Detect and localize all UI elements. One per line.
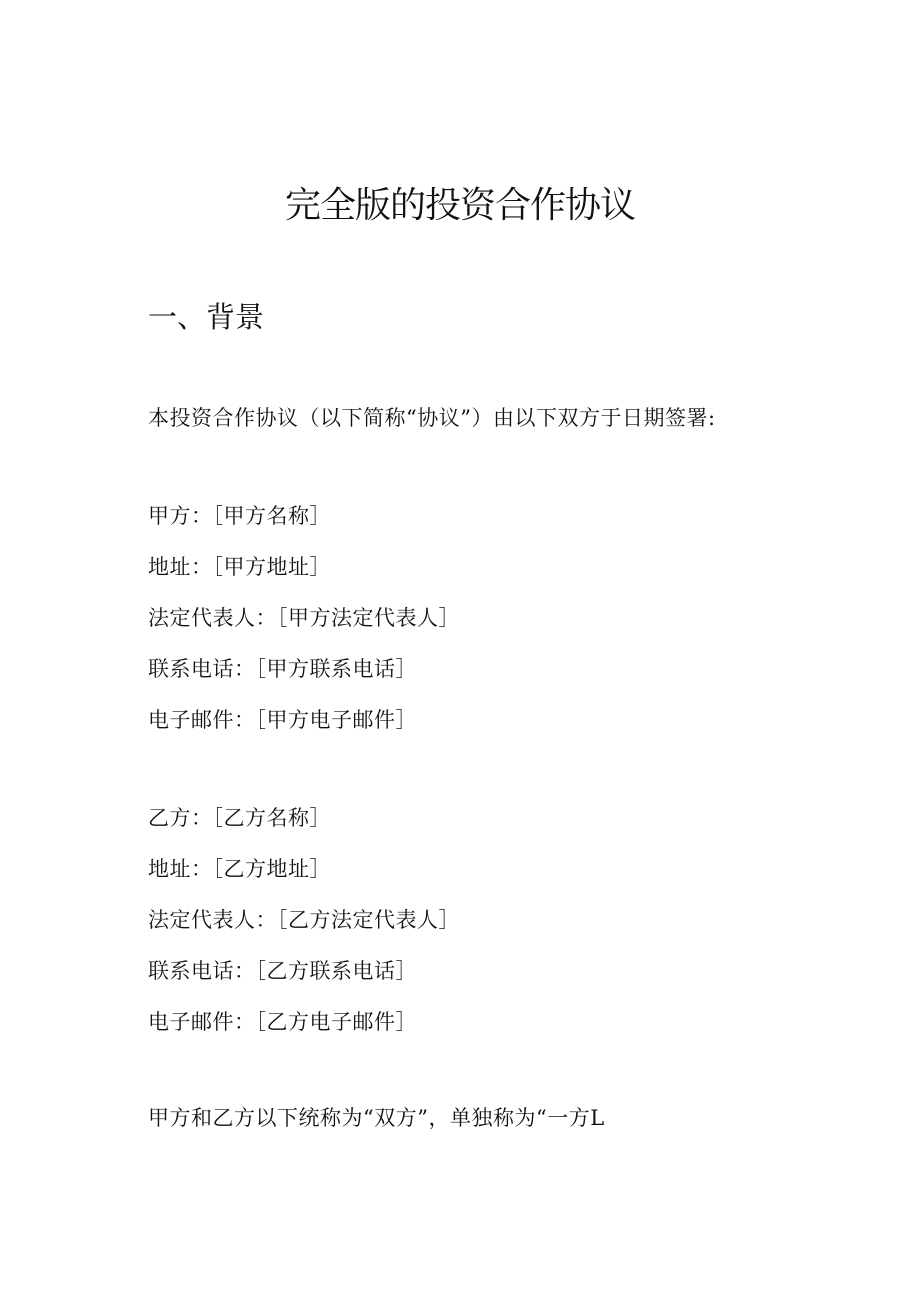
intro-paragraph: 本投资合作协议（以下简称“协议”）由以下双方于日期签署: [148, 406, 716, 430]
party-b-address: 地址：［乙方地址］ [148, 857, 331, 881]
party-a-phone: 联系电话：［甲方联系电话］ [148, 657, 417, 681]
party-b-legal-rep: 法定代表人：［乙方法定代表人］ [148, 908, 460, 932]
section-heading-background: 一、背景 [148, 300, 265, 334]
party-a-name: 甲方：［甲方名称］ [148, 504, 331, 528]
party-a-address: 地址：［甲方地址］ [148, 555, 331, 579]
party-a-email: 电子邮件：［甲方电子邮件］ [148, 708, 417, 732]
party-b-phone: 联系电话：［乙方联系电话］ [148, 959, 417, 983]
party-a-legal-rep: 法定代表人：［甲方法定代表人］ [148, 606, 460, 630]
document-title: 完全版的投资合作协议 [284, 185, 635, 226]
party-b-email: 电子邮件：［乙方电子邮件］ [148, 1010, 417, 1034]
party-b-name: 乙方：［乙方名称］ [148, 806, 331, 830]
closing-paragraph: 甲方和乙方以下统称为“双方”，单独称为“一方L [148, 1106, 605, 1130]
